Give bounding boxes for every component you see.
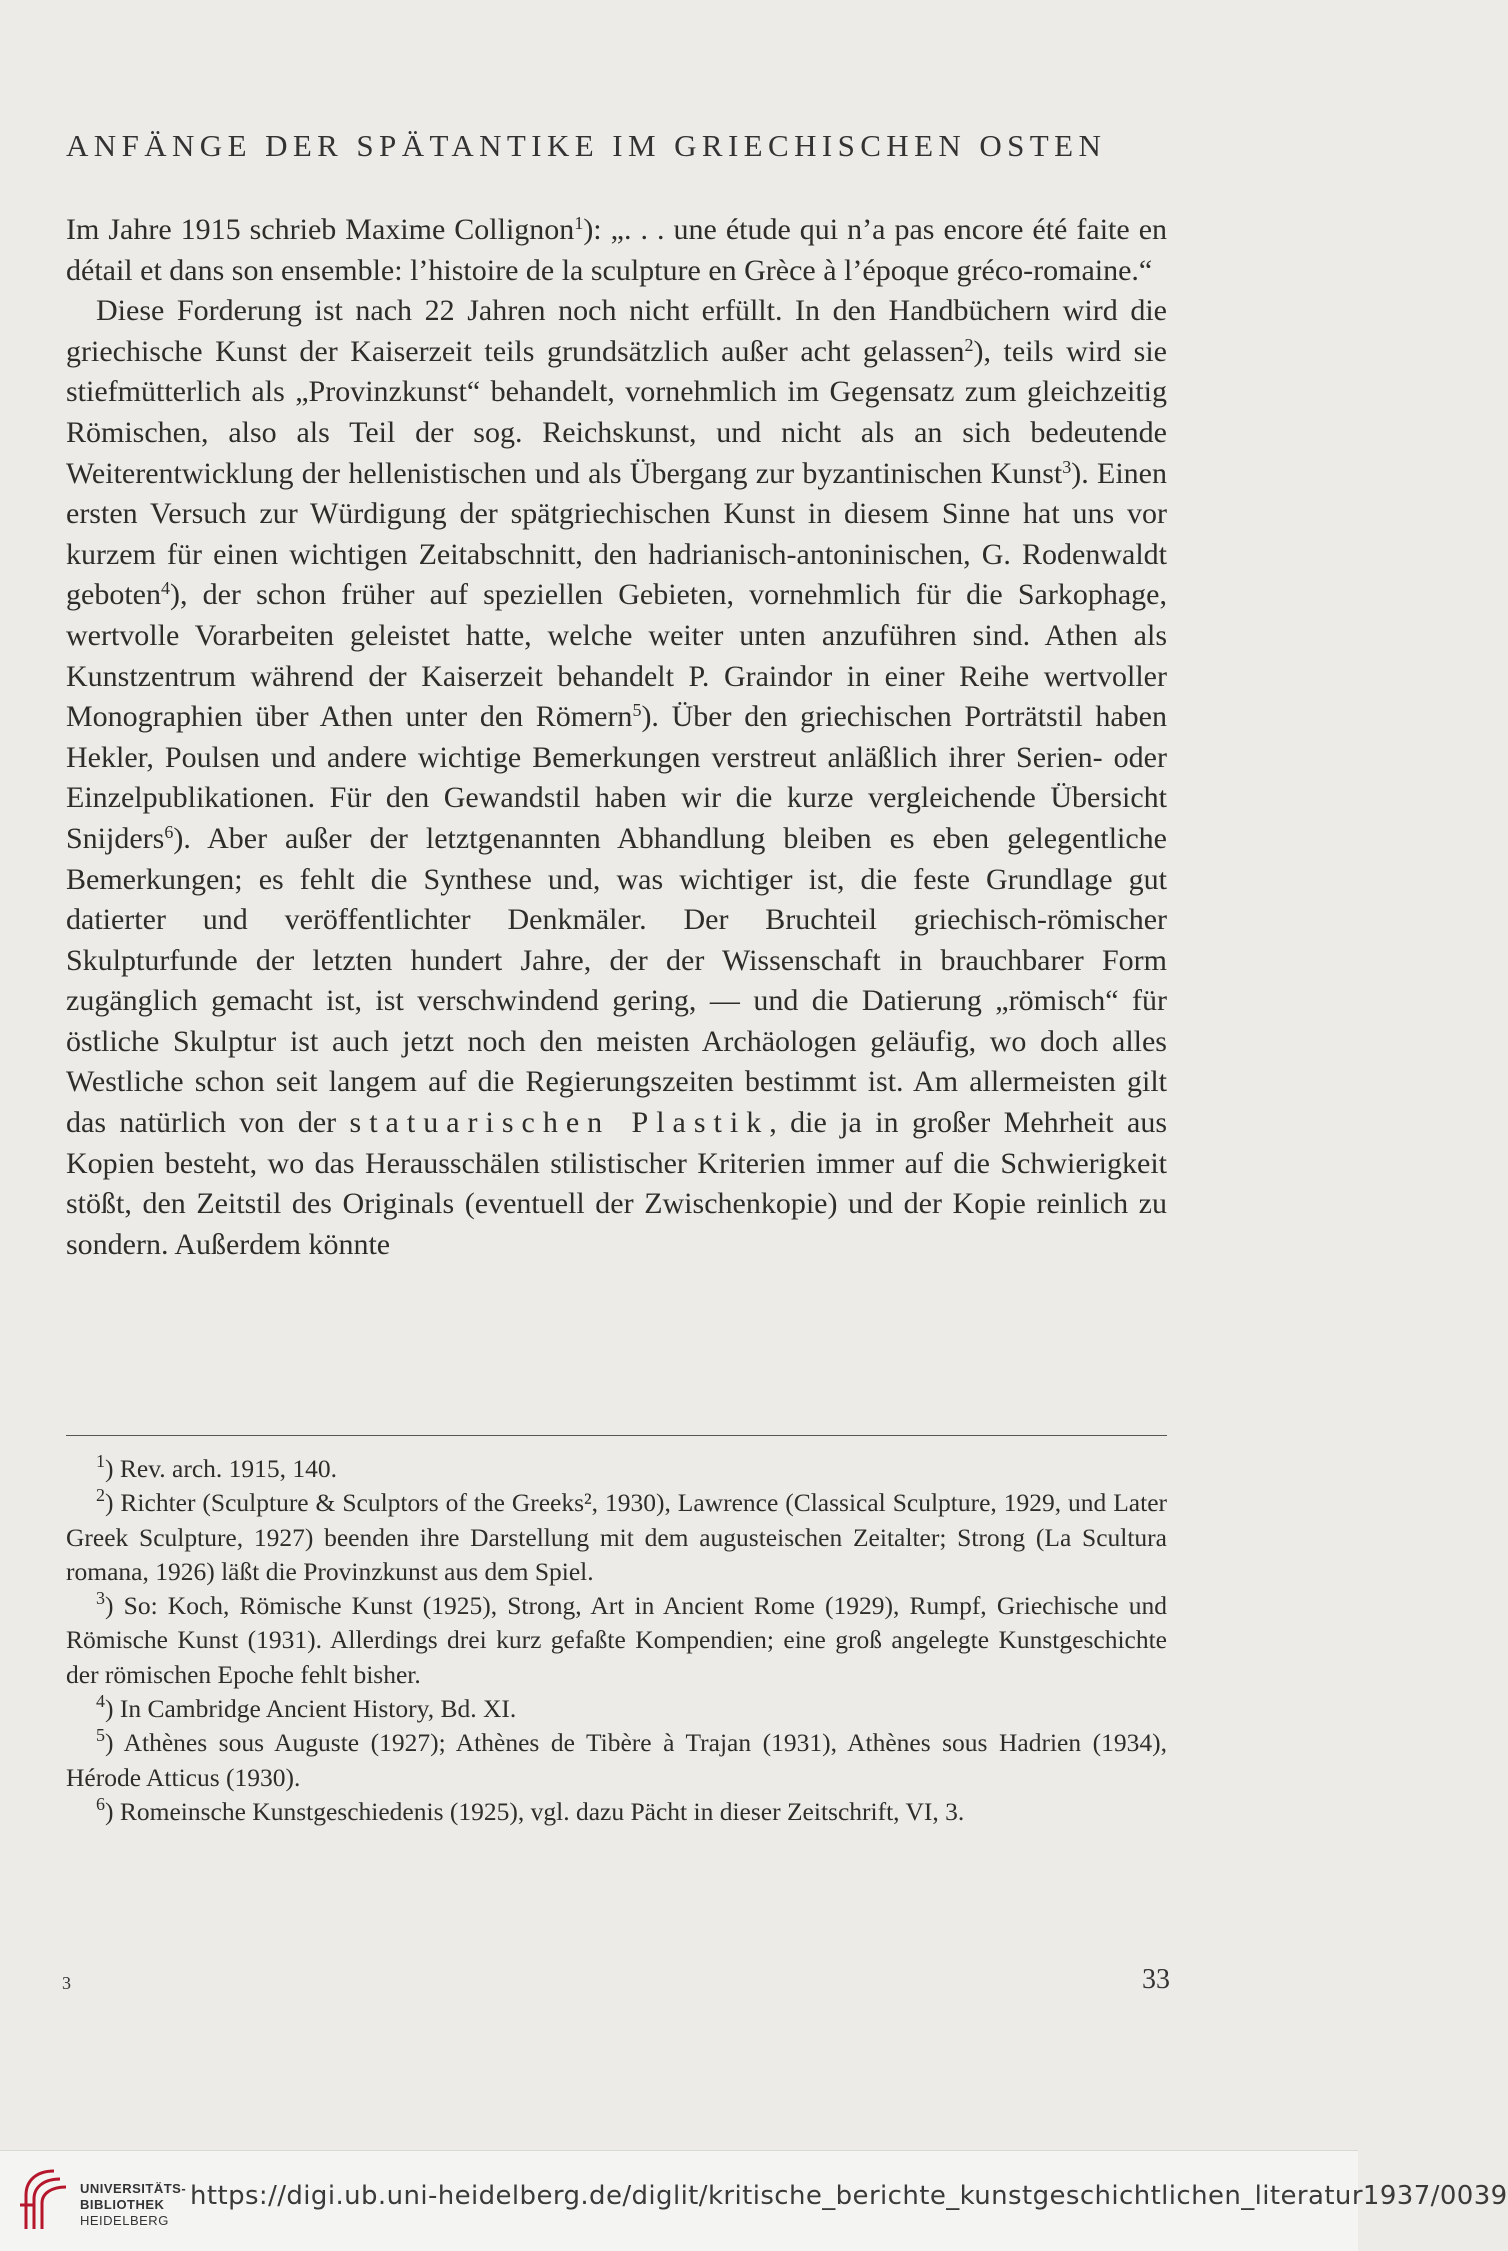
page-number: 33 bbox=[1142, 1964, 1170, 1995]
text-run: Im Jahre 1915 schrieb Maxime Collignon bbox=[66, 213, 575, 246]
signature-mark: 3 bbox=[62, 1973, 71, 1993]
footnote-number: 1 bbox=[96, 1451, 105, 1471]
text-run: ). Aber außer der letztgenannten Abhandlung bleiben es eben gelegentliche Bemerkungen; es fehlt die Synthese und, was wichtiger ist, die feste Grundlage gut datierter und veröffentlichter Denkmäler. Der Bruchteil griechisch-römischer Skulpturfunde der letzten hundert Jahre, der der Wissenschaft in brauchbarer Form zugänglich gemacht ist, ist verschwindend gering, — und die Datierung „römisch“ für östliche Skulptur ist auch jetzt noch den meisten Archäologen geläufig, wo doch alles Westliche schon seit langem auf die Regierungszeiten bestimmt ist. Am allermeisten gilt das natürlich von der bbox=[66, 821, 1167, 1140]
text-run: ). Einen ersten Versuch zur Würdigung der spätgriechischen Kunst in diesem Sinne hat uns vor kurzem für einen wichtigen Zeitabschnitt, den hadrianisch-antoninischen, G. Rodenwaldt geboten bbox=[66, 456, 1168, 612]
footnote bbox=[66, 1726, 1167, 1795]
footnote-number: 5 bbox=[96, 1725, 105, 1746]
footnote bbox=[66, 1589, 1167, 1692]
footnote-number: 4 bbox=[96, 1691, 105, 1712]
logo-line: BIBLIOTHEK bbox=[80, 2197, 165, 2212]
logo-line: HEIDELBERG bbox=[80, 2213, 169, 2228]
text-run: ): „. . . une étude qui n’a pas encore été faite en détail et dans son ensemble: l’histoire de la sculpture en Grèce à l’époque gréco-romaine.“ bbox=[66, 213, 1168, 287]
footnote bbox=[66, 1692, 1167, 1726]
footer-bar bbox=[0, 2150, 1508, 2251]
body-text bbox=[66, 210, 1167, 1265]
running-head: ANFÄNGE DER SPÄTANTIKE IM GRIECHISCHEN OSTEN bbox=[66, 128, 1107, 163]
footnote-number: 6 bbox=[96, 1793, 105, 1814]
footnote-ref-6: 6 bbox=[164, 821, 174, 842]
footnote-text: ) Romeinsche Kunstgeschiedenis (1925), vgl. dazu Pächt in dieser Zeitschrift, VI, 3. bbox=[105, 1796, 965, 1826]
paragraph-1 bbox=[66, 210, 1167, 291]
footnote-ref-1: 1 bbox=[574, 213, 584, 233]
footnote bbox=[66, 1795, 1167, 1829]
footnote-text: ) So: Koch, Römische Kunst (1925), Strong, Art in Ancient Rome (1929), Rumpf, Griechische und Römische Kunst (1931). Allerdings drei kurz gefaßte Kompendien; eine groß angelegte Kunstgeschichte der römischen Epoche fehlt bisher. bbox=[66, 1591, 1167, 1689]
footnote bbox=[66, 1452, 1167, 1486]
footnote-ref-3: 3 bbox=[1062, 456, 1072, 477]
footnote-text: ) Athènes sous Auguste (1927); Athènes de Tibère à Trajan (1931), Athènes sous Hadrien (1934), Hérode Atticus (1930). bbox=[66, 1728, 1167, 1792]
footnote-ref-2: 2 bbox=[964, 334, 974, 355]
text-run: , die ja in großer Mehrheit aus Kopien besteht, wo das Herausschälen stilistischer Kriterien immer auf die Schwierigkeit stößt, den Zeitstil des Originals (eventuell der Zwischenkopie) und der Kopie reinlich zu sondern. Außerdem könnte bbox=[66, 1106, 1168, 1261]
footnote-number: 2 bbox=[96, 1485, 105, 1506]
library-logo-icon bbox=[14, 2165, 70, 2237]
library-logo-text bbox=[80, 2181, 186, 2229]
text-run: ), der schon früher auf speziellen Gebieten, vornehmlich für die Sarkophage, wertvolle Vorarbeiten geleistet hatte, welche weiter unten anzuführen sind. Athen als Kunstzentrum während der Kaiserzeit behandelt P. Graindor in einer Reihe wertvoller Monographien über Athen unter den Römern bbox=[66, 578, 1167, 734]
footnote-rule bbox=[66, 1435, 1167, 1436]
source-url[interactable]: https://digi.ub.uni-heidelberg.de/diglit/kritische_berichte_kunstgeschichtlichen_literatur1937/0039 bbox=[190, 2181, 1508, 2211]
footnote-ref-4: 4 bbox=[160, 578, 170, 599]
footnotes bbox=[66, 1452, 1167, 1829]
text-run: ). Über den griechischen Porträtstil haben Hekler, Poulsen und andere wichtige Bemerkungen verstreut anläßlich ihrer Serien- oder Einzelpublikationen. Für den Gewandstil haben wir die kurze vergleichende Übersicht Snijders bbox=[66, 700, 1167, 855]
footnote-text: ) Rev. arch. 1915, 140. bbox=[105, 1454, 338, 1483]
footnote-text: ) Richter (Sculpture & Sculptors of the Greeks², 1930), Lawrence (Classical Sculpture, 1929, und Later Greek Sculpture, 1927) beenden ihre Darstellung mit dem augusteischen Zeitalter; Strong (La Scultura romana, 1926) läßt die Provinzkunst aus dem Spiel. bbox=[66, 1488, 1167, 1586]
paragraph-2 bbox=[66, 291, 1167, 1265]
footnote-text: ) In Cambridge Ancient History, Bd. XI. bbox=[105, 1694, 517, 1724]
text-run: Diese Forderung ist nach 22 Jahren noch nicht erfüllt. In den Handbüchern wird die griechische Kunst der Kaiserzeit teils grundsätzlich außer acht gelassen bbox=[66, 294, 1167, 368]
footnote-number: 3 bbox=[96, 1588, 105, 1609]
text-run: ), teils wird sie stiefmütterlich als „Provinzkunst“ behandelt, vornehmlich im Gegensatz zum gleichzeitig Römischen, also als Teil der sog. Reichskunst, und nicht als an sich bedeutende Weiterentwicklung der hellenistischen und als Übergang zur byzantinischen Kunst bbox=[66, 334, 1167, 490]
emphasized-term: statuarischen Plastik bbox=[349, 1106, 770, 1140]
footnote bbox=[66, 1486, 1167, 1589]
footnote-ref-5: 5 bbox=[632, 700, 642, 721]
logo-line: UNIVERSITÄTS- bbox=[80, 2181, 187, 2196]
